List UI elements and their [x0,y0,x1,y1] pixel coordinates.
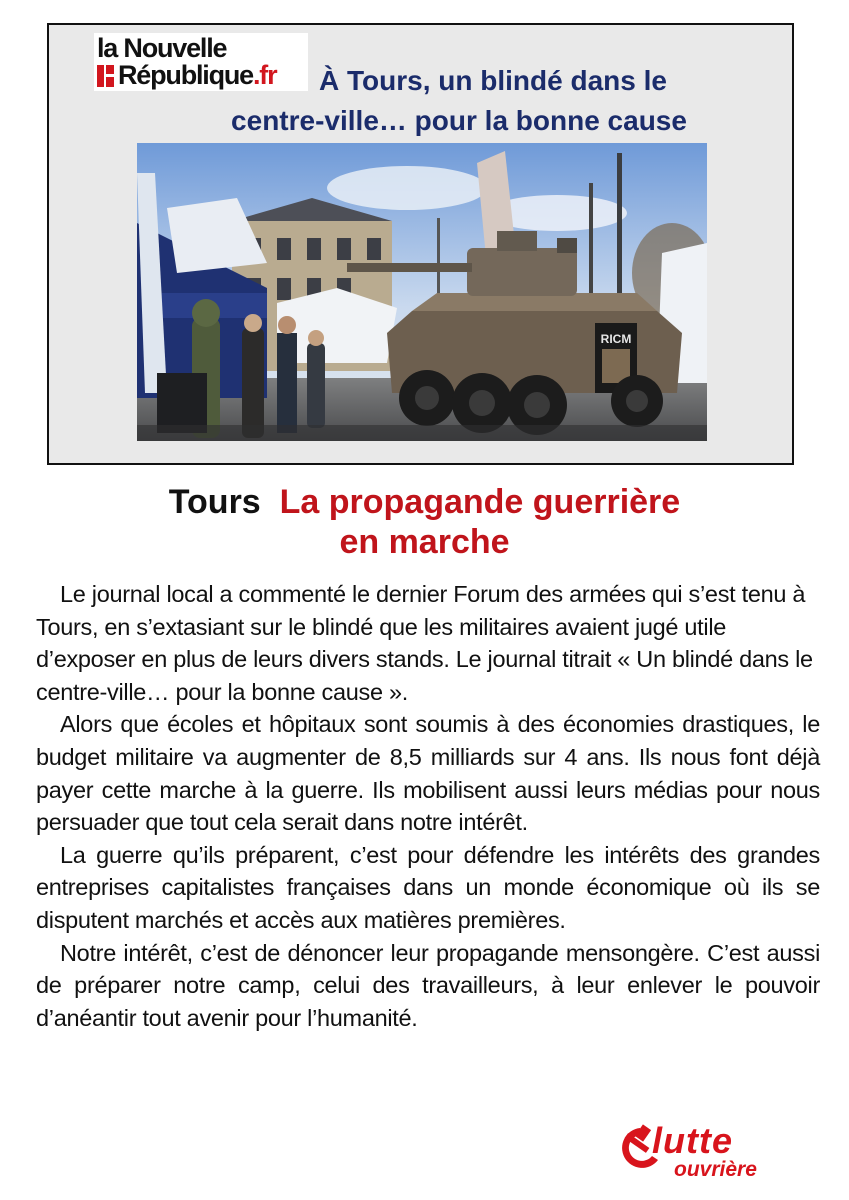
logo-ouvriere: ouvrière [674,1158,757,1180]
article-body [36,578,820,1034]
article-paragraph: Le journal local a commenté le dernier Forum des armées qui s’est tenu à Tours, en s’extasiant sur le blindé que les militaires avaient jugé utile d’exposer en plus de leurs divers stands. Le journal titrait « Un blindé dans le centre-ville… pour la bonne cause ». [36,581,813,705]
logo-tld: .fr [253,60,277,90]
logo-name: République [118,60,253,90]
vehicle-sign-text: RICM [600,332,632,346]
title-line1: La propagande guerrière [279,483,681,521]
title-line2: en marche [339,523,510,561]
article-title [0,482,849,562]
photo-illustration [137,143,707,441]
nr-mark-icon [97,65,114,87]
headline-line1: À Tours, un blindé dans le [319,65,667,96]
logo-lutte: lutte [652,1120,733,1161]
news-clipping-box [47,23,794,465]
headline-line2: centre-ville… pour la bonne cause [231,105,687,136]
clipping-headline [139,61,779,141]
armored-vehicle-photo [137,143,707,441]
article-paragraph: Notre intérêt, c’est de dénoncer leur propagande mensongère. C’est aussi de préparer notre camp, celui des travailleurs, à leur enlever le pouvoir d’anéantir tout avenir pour l’humanité. [36,939,820,1031]
article-paragraph: La guerre qu’ils préparent, c’est pour défendre les intérêts des grandes entreprises capitalistes françaises dans un monde économique où ils se disputent marchés et accès aux matières premières. [36,841,820,933]
lutte-ouvriere-logo-graphic [610,1120,815,1180]
logo-line1: la Nouvelle [97,33,227,63]
lutte-ouvriere-logo [610,1120,815,1180]
title-location: Tours [168,483,261,521]
article-paragraph: Alors que écoles et hôpitaux sont soumis à des économies drastiques, le budget militaire va augmenter de 8,5 milliards sur 4 ans. Ils nous font déjà payer cette marche à la guerre. Ils mobilisent aussi leurs médias pour nous persuader que tout cela serait dans notre intérêt. [36,711,820,836]
